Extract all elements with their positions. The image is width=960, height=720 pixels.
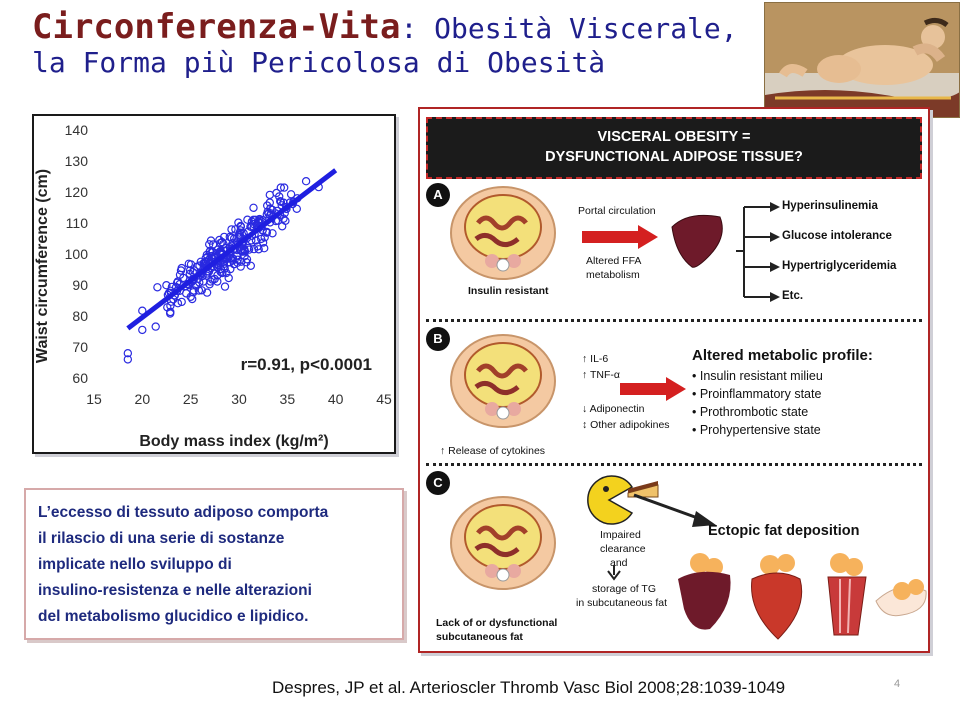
slide-number: 4: [894, 678, 901, 690]
scatter-point: [250, 204, 257, 211]
scatter-point: [221, 283, 228, 290]
y-tick-label: 130: [64, 153, 88, 169]
down-arrow-icon: [570, 565, 660, 583]
title-colon-part: : Obesità Viscerale,: [400, 12, 738, 45]
abdomen-cross-section-icon: [448, 183, 558, 283]
textbox-line-2: il rilascio di una serie di sostanze: [38, 530, 285, 547]
scatter-point: [303, 178, 310, 185]
visceral-obesity-figure: [418, 107, 930, 653]
x-tick-label: 40: [327, 391, 344, 407]
outcome-hypertriglyceridemia: Hypertriglyceridemia: [782, 260, 897, 272]
red-arrow-icon: [580, 225, 660, 249]
scatter-chart: [32, 114, 396, 454]
x-tick-label: 45: [376, 391, 392, 407]
altered-ffa-label: Altered FFA: [586, 255, 642, 267]
tnf-label: ↑ TNF-α: [582, 369, 620, 381]
y-tick-label: 90: [72, 277, 88, 293]
y-tick-label: 100: [64, 246, 88, 262]
ectopic-fat-label: Ectopic fat deposition: [708, 523, 860, 539]
scatter-point: [152, 323, 159, 330]
outcome-etc: Etc.: [782, 290, 804, 302]
x-axis-label: Body mass index (kg/m²): [139, 433, 329, 450]
y-tick-label: 60: [72, 370, 88, 386]
panel-separator-1: [426, 319, 922, 322]
regression-line: [128, 170, 336, 328]
x-tick-label: 15: [86, 391, 102, 407]
scatter-point: [139, 326, 146, 333]
impaired-label: Impaired: [600, 529, 641, 541]
y-tick-label: 110: [65, 215, 88, 231]
figure-header-line1: VISCERAL OBESITY =: [597, 129, 751, 145]
metabolism-label: metabolism: [586, 269, 640, 281]
figure-header: [426, 117, 922, 179]
title-line2: la Forma più Pericolosa di Obesità: [32, 46, 606, 80]
panel-a-caption: Insulin resistant: [468, 285, 549, 297]
panel-b-caption: ↑ Release of cytokines: [440, 445, 546, 457]
adiponectin-label: ↓ Adiponectin: [582, 403, 645, 415]
metabolic-profile-heading: Altered metabolic profile:: [692, 347, 873, 364]
correlation-annotation: r=0.91, p<0.0001: [240, 355, 372, 374]
outcome-hyperinsulinemia: Hyperinsulinemia: [782, 200, 878, 212]
textbox-line-3: implicate nello sviluppo di: [38, 556, 232, 573]
and-label: and: [610, 557, 628, 569]
organs-icon: [670, 549, 930, 645]
y-tick-label: 140: [64, 122, 88, 138]
muscle-icon: [828, 553, 866, 635]
explanation-textbox: [24, 488, 404, 640]
y-tick-label: 80: [72, 308, 88, 324]
slide-title: [32, 8, 772, 79]
y-tick-label: 120: [64, 184, 88, 200]
liver-icon: [678, 553, 731, 630]
x-tick-label: 20: [134, 391, 151, 407]
scatter-point: [154, 284, 161, 291]
black-arrow-icon: [630, 491, 720, 531]
x-tick-label: 35: [279, 391, 296, 407]
panel-separator-2: [426, 463, 922, 466]
red-arrow-icon: [618, 377, 688, 401]
profile-item-4: • Prohypertensive state: [692, 423, 821, 437]
scatter-point: [266, 191, 273, 198]
x-tick-label: 30: [231, 391, 247, 407]
figure-header-line2: DYSFUNCTIONAL ADIPOSE TISSUE?: [545, 149, 803, 165]
abdomen-cross-section-icon: [448, 493, 558, 593]
branching-arrows-icon: [736, 197, 780, 305]
liver-icon: [668, 207, 728, 273]
scatter-point: [293, 205, 300, 212]
panel-c-badge: C: [426, 471, 450, 495]
title-main: Circonferenza-Vita: [32, 7, 401, 47]
portal-circulation-label: Portal circulation: [578, 205, 656, 217]
il6-label: ↑ IL-6: [582, 353, 609, 365]
y-axis-label: Waist circumference (cm): [34, 168, 51, 364]
citation: Despres, JP et al. Arterioscler Thromb Vasc Biol 2008;28:1039-1049: [272, 678, 786, 697]
reclining-figure-painting: [764, 2, 960, 118]
other-adipokines-label: ↕ Other adipokines: [582, 419, 670, 431]
clearance-label: clearance: [600, 543, 646, 555]
textbox-line-1: L’eccesso di tessuto adiposo comporta: [38, 504, 329, 521]
profile-item-3: • Prothrombotic state: [692, 405, 809, 419]
y-tick-label: 70: [72, 339, 88, 355]
outcome-glucose-intolerance: Glucose intolerance: [782, 230, 892, 242]
subcutaneous-fat-label: in subcutaneous fat: [576, 597, 668, 609]
x-tick-label: 25: [182, 391, 199, 407]
panel-c-caption-1: Lack of or dysfunctional: [436, 617, 558, 629]
abdomen-cross-section-icon: [448, 331, 558, 431]
panel-b-badge: B: [426, 327, 450, 351]
scatter-svg: [34, 116, 398, 456]
textbox-line-5: del metabolismo glucidico e lipidico.: [38, 608, 309, 625]
profile-item-2: • Proinflammatory state: [692, 387, 822, 401]
panel-a-badge: A: [426, 183, 450, 207]
pancreas-icon: [876, 579, 926, 616]
heart-icon: [752, 554, 802, 639]
profile-item-1: • Insulin resistant milieu: [692, 369, 823, 383]
textbox-line-4: insulino-resistenza e nelle alterazioni: [38, 582, 312, 599]
storage-tg-label: storage of TG: [592, 583, 657, 595]
panel-c-caption-2: subcutaneous fat: [436, 631, 523, 643]
scatter-point: [282, 217, 289, 224]
